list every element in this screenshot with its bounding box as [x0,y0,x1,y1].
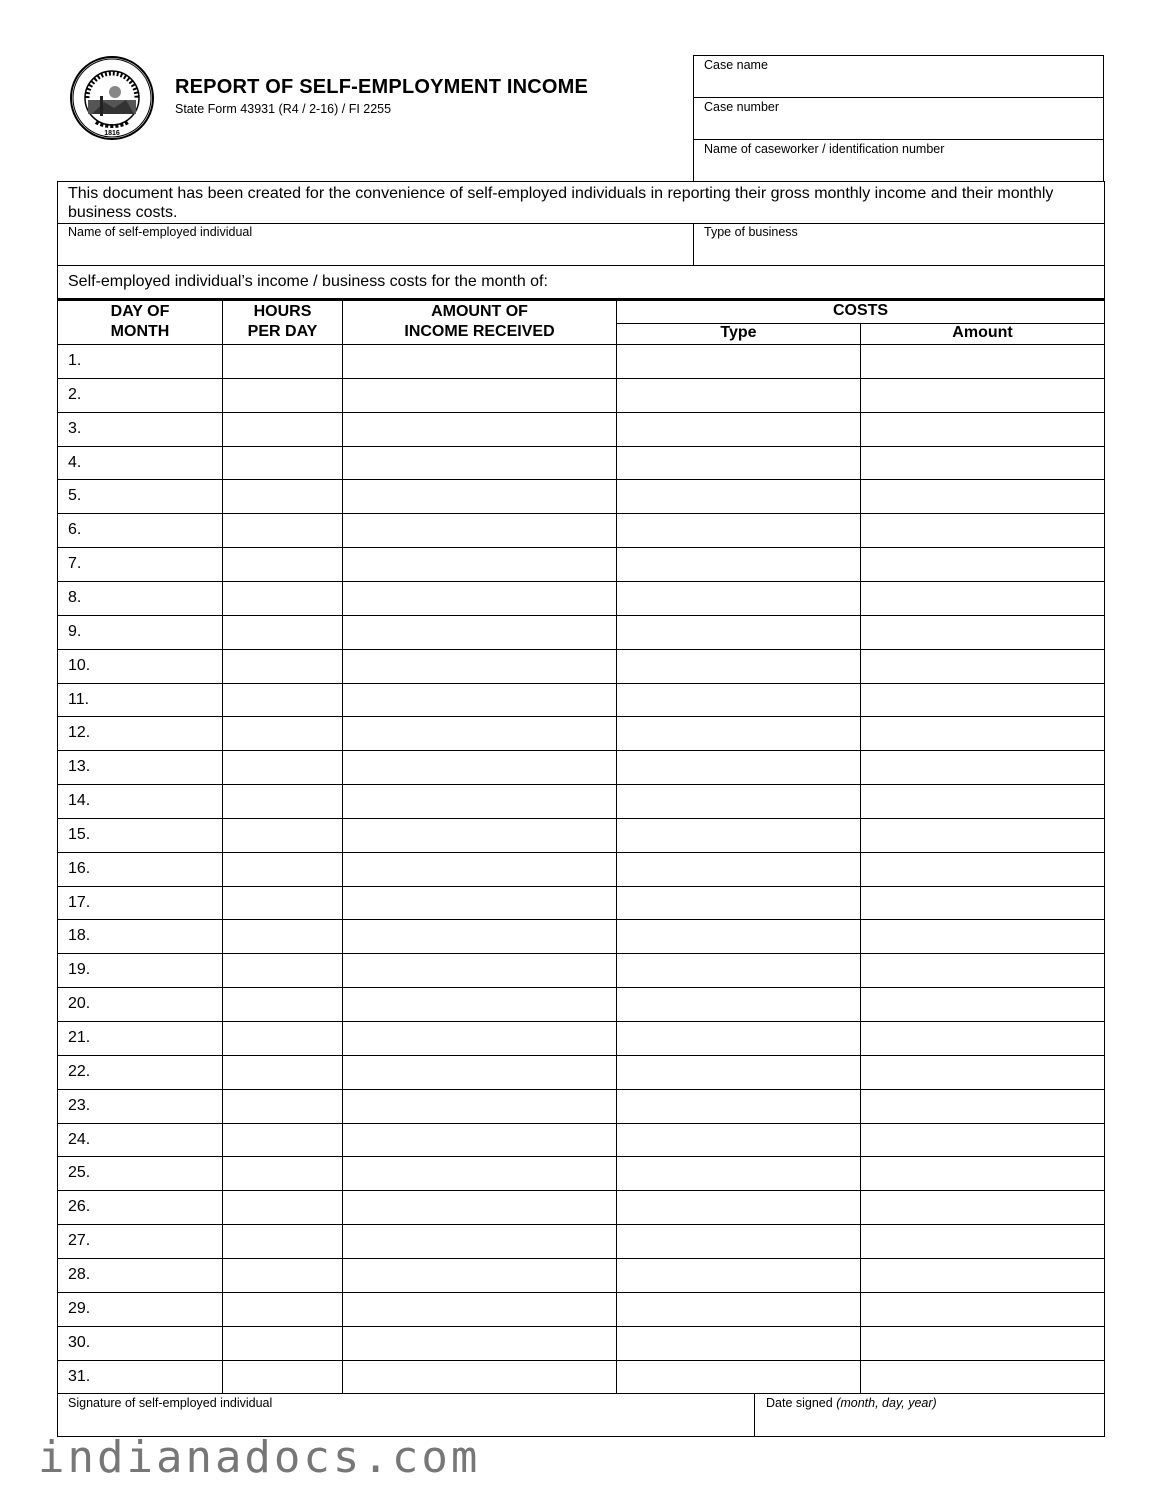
cost-type-input[interactable] [618,516,858,544]
day-number: 11. [68,690,90,708]
cost-amount-input[interactable] [862,889,1103,917]
hours-input[interactable] [224,1295,340,1323]
cost-amount-input[interactable] [862,855,1103,883]
cost-amount-input[interactable] [862,550,1103,578]
business-type-label: Type of business [704,225,798,239]
income-input[interactable] [344,1363,614,1391]
income-input[interactable] [344,956,614,984]
divider [754,1394,755,1437]
costs-header: COSTS [832,302,889,319]
day-number: 19. [68,961,91,979]
cost-amount-input[interactable] [862,482,1103,510]
hours-input[interactable] [224,482,340,510]
cost-type-input[interactable] [618,584,858,612]
form-id: State Form 43931 (R4 / 2-16) / FI 2255 [175,102,392,116]
hours-input[interactable] [224,381,340,409]
day-number: 13. [68,758,91,776]
cost-type-input[interactable] [618,1159,858,1187]
cost-amount-input[interactable] [862,990,1103,1018]
income-input[interactable] [344,753,614,781]
day-number: 4. [68,453,82,471]
date-signed-text: Date signed [766,1396,833,1410]
cost-type-input[interactable] [618,889,858,917]
cost-amount-input[interactable] [862,1126,1103,1154]
income-input[interactable] [344,1295,614,1323]
income-input[interactable] [344,347,614,375]
cost-amount-input[interactable] [862,956,1103,984]
hours-input[interactable] [224,1329,340,1357]
income-input[interactable] [344,584,614,612]
day-number: 8. [68,588,82,606]
hours-input[interactable] [224,415,340,443]
cost-amount-input[interactable] [862,584,1103,612]
cost-type-input[interactable] [618,1363,858,1391]
hours-input[interactable] [224,889,340,917]
col-day-header-line2: MONTH [110,323,170,340]
income-input[interactable] [344,1058,614,1086]
day-number: 17. [68,893,91,911]
day-number: 26. [68,1198,91,1216]
income-input[interactable] [344,1261,614,1289]
cost-amount-input[interactable] [862,719,1103,747]
day-number: 24. [68,1130,91,1148]
day-number: 23. [68,1096,91,1114]
cost-amount-input[interactable] [862,787,1103,815]
cost-type-input[interactable] [618,381,858,409]
costs-amount-header: Amount [952,324,1013,341]
case-number-field[interactable] [694,98,1103,140]
income-input[interactable] [344,821,614,849]
cost-type-input[interactable] [618,1227,858,1255]
income-input[interactable] [344,1024,614,1052]
col-income-header-line2: INCOME RECEIVED [404,323,555,340]
hours-input[interactable] [224,449,340,477]
cost-type-input[interactable] [618,1126,858,1154]
cost-type-input[interactable] [618,686,858,714]
hours-input[interactable] [224,1058,340,1086]
business-type-input[interactable] [700,241,1098,263]
income-input[interactable] [344,889,614,917]
cost-type-input[interactable] [618,1024,858,1052]
income-input[interactable] [344,922,614,950]
cost-amount-input[interactable] [862,1193,1103,1221]
income-input[interactable] [344,652,614,680]
day-number: 20. [68,995,91,1013]
hours-input[interactable] [224,1261,340,1289]
form-title: REPORT OF SELF-EMPLOYMENT INCOME [175,76,589,98]
day-number: 27. [68,1232,91,1250]
case-info-box [693,55,1104,181]
day-number: 9. [68,622,82,640]
day-number: 18. [68,927,91,945]
hours-input[interactable] [224,1126,340,1154]
site-watermark: indianadocs.com [38,1432,481,1483]
income-input[interactable] [344,787,614,815]
divider [57,223,1105,224]
caseworker-label: Name of caseworker / identification number [704,142,945,156]
day-number: 2. [68,385,82,403]
cost-amount-input[interactable] [862,1058,1103,1086]
divider [57,265,1105,266]
day-number: 1. [68,352,82,369]
cost-type-input[interactable] [618,482,858,510]
cost-amount-input[interactable] [862,753,1103,781]
hours-input[interactable] [224,347,340,375]
cost-type-input[interactable] [618,652,858,680]
date-signed-label [766,1396,937,1410]
caseworker-field[interactable] [694,140,1103,182]
day-number: 10. [68,656,91,674]
cost-amount-input[interactable] [862,1227,1103,1255]
income-input[interactable] [344,381,614,409]
signature-field[interactable] [60,1412,750,1434]
cost-type-input[interactable] [618,1058,858,1086]
col-day-header [58,302,222,342]
cost-type-input[interactable] [618,956,858,984]
cost-type-input[interactable] [618,990,858,1018]
day-number: 12. [68,724,91,742]
cost-type-input[interactable] [618,922,858,950]
col-income-header [343,302,616,342]
svg-text:1816: 1816 [104,130,120,137]
hours-input[interactable] [224,719,340,747]
day-number: 3. [68,419,82,437]
col-hours-header-line1: HOURS [253,303,312,320]
cost-type-input[interactable] [618,347,858,375]
cost-type-input[interactable] [618,855,858,883]
income-input[interactable] [344,719,614,747]
intro-text: This document has been created for the convenience of self-employed individuals in reporting their gross monthly income and their monthly business costs. [68,185,1054,221]
cost-amount-input[interactable] [862,922,1103,950]
cost-type-input[interactable] [618,449,858,477]
row-divider [57,1393,1105,1394]
cost-amount-input[interactable] [862,381,1103,409]
cost-type-input[interactable] [618,821,858,849]
cost-amount-input[interactable] [862,1159,1103,1187]
cost-amount-input[interactable] [862,1295,1103,1323]
day-number: 30. [68,1333,91,1351]
hours-input[interactable] [224,584,340,612]
hours-input[interactable] [224,516,340,544]
cost-type-input[interactable] [618,415,858,443]
income-input[interactable] [344,415,614,443]
hours-input[interactable] [224,922,340,950]
day-number: 5. [68,487,82,505]
month-label: Self-employed individual’s income / business costs for the month of: [68,273,548,290]
day-number: 25. [68,1164,91,1182]
month-input[interactable] [590,273,1090,295]
day-number: 15. [68,825,91,843]
hours-input[interactable] [224,956,340,984]
cost-type-input[interactable] [618,1092,858,1120]
income-input[interactable] [344,686,614,714]
hours-input[interactable] [224,550,340,578]
day-number: 21. [68,1029,91,1046]
day-number: 31. [68,1367,91,1385]
case-name-label: Case name [704,58,768,72]
hours-input[interactable] [224,990,340,1018]
cost-amount-input[interactable] [862,821,1103,849]
cost-type-input[interactable] [618,550,858,578]
cost-amount-input[interactable] [862,415,1103,443]
hours-input[interactable] [224,1363,340,1391]
hours-input[interactable] [224,1193,340,1221]
day-number: 29. [68,1299,91,1317]
income-input[interactable] [344,1227,614,1255]
hours-input[interactable] [224,855,340,883]
cost-amount-input[interactable] [862,618,1103,646]
income-input[interactable] [344,1193,614,1221]
cost-amount-input[interactable] [862,1363,1103,1391]
day-number: 22. [68,1062,91,1080]
col-income-header-line1: AMOUNT OF [431,303,528,320]
income-input[interactable] [344,516,614,544]
income-input[interactable] [344,1329,614,1357]
cost-amount-input[interactable] [862,686,1103,714]
hours-input[interactable] [224,821,340,849]
day-number: 28. [68,1265,91,1283]
hours-input[interactable] [224,618,340,646]
costs-type-header: Type [720,324,757,341]
divider [693,223,694,265]
income-input[interactable] [344,482,614,510]
cost-amount-input[interactable] [862,449,1103,477]
name-label: Name of self-employed individual [68,225,253,239]
cost-type-input[interactable] [618,787,858,815]
income-input[interactable] [344,1159,614,1187]
income-input[interactable] [344,1092,614,1120]
state-seal-logo [70,56,154,140]
cost-type-input[interactable] [618,753,858,781]
income-input[interactable] [344,618,614,646]
cost-type-input[interactable] [618,1261,858,1289]
hours-input[interactable] [224,1227,340,1255]
day-number: 6. [68,521,82,539]
cost-amount-input[interactable] [862,1261,1103,1289]
hours-input[interactable] [224,1159,340,1187]
income-input[interactable] [344,1126,614,1154]
hours-input[interactable] [224,753,340,781]
hours-input[interactable] [224,686,340,714]
income-input[interactable] [344,990,614,1018]
date-signed-hint: (month, day, year) [836,1396,937,1410]
col-hours-header [223,302,342,342]
cost-type-input[interactable] [618,1329,858,1357]
case-number-label: Case number [704,100,780,114]
cost-amount-input[interactable] [862,652,1103,680]
case-name-field[interactable] [694,56,1103,98]
cost-amount-input[interactable] [862,1024,1103,1052]
signature-label: Signature of self-employed individual [68,1396,273,1410]
cost-amount-input[interactable] [862,516,1103,544]
cost-amount-input[interactable] [862,1092,1103,1120]
cost-type-input[interactable] [618,1295,858,1323]
date-signed-input[interactable] [760,1412,1100,1434]
cost-amount-input[interactable] [862,347,1103,375]
cost-type-input[interactable] [618,719,858,747]
day-number: 7. [68,555,82,573]
cost-type-input[interactable] [618,618,858,646]
day-number: 14. [68,792,91,810]
income-input[interactable] [344,449,614,477]
name-input[interactable] [64,241,684,263]
income-input[interactable] [344,550,614,578]
cost-type-input[interactable] [618,1193,858,1221]
income-input[interactable] [344,855,614,883]
hours-input[interactable] [224,1024,340,1052]
day-number: 16. [68,859,91,877]
hours-input[interactable] [224,1092,340,1120]
col-day-header-line1: DAY OF [110,303,170,320]
col-hours-header-line2: PER DAY [247,323,318,340]
hours-input[interactable] [224,652,340,680]
hours-input[interactable] [224,787,340,815]
cost-amount-input[interactable] [862,1329,1103,1357]
